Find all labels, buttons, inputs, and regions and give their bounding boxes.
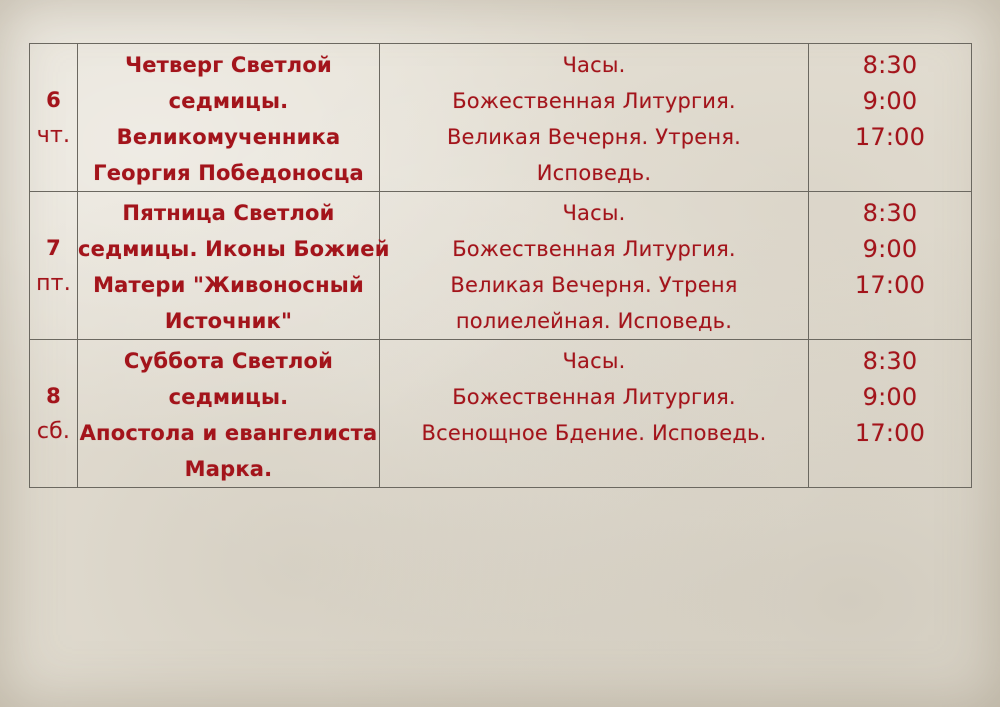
- feast-title-line: Матери "Живоносный: [93, 273, 364, 297]
- feast-title-line: Марка.: [184, 457, 273, 481]
- feast-title-line: Источник": [164, 309, 293, 333]
- service-time: 9:00: [862, 87, 918, 115]
- service-line: Божественная Литургия.: [452, 237, 736, 261]
- table-row: [30, 192, 972, 340]
- service-line: Часы.: [562, 53, 626, 77]
- day-number: 7: [46, 235, 61, 260]
- service-line: Божественная Литургия.: [452, 385, 736, 409]
- service-time: 17:00: [854, 419, 926, 447]
- service-line: полиелейная. Исповедь.: [455, 309, 733, 333]
- table-row: [30, 340, 972, 488]
- service-line: Исповедь.: [536, 161, 652, 185]
- feast-title-line: седмицы.: [168, 385, 289, 409]
- day-number: 8: [46, 383, 61, 408]
- service-time: 8:30: [862, 347, 918, 375]
- feast-title-cell: [78, 340, 380, 488]
- service-line: Великая Вечерня. Утреня.: [446, 125, 742, 149]
- feast-title-cell: [78, 44, 380, 192]
- service-line: Божественная Литургия.: [452, 89, 736, 113]
- services-cell: [380, 340, 809, 488]
- times-cell: [809, 192, 972, 340]
- feast-title-line: Георгия Победоносца: [93, 161, 364, 185]
- feast-title-line: Апостола и евангелиста: [79, 421, 378, 445]
- day-abbreviation: сб.: [36, 418, 71, 444]
- day-abbreviation: пт.: [36, 270, 71, 296]
- service-time: 17:00: [854, 123, 926, 151]
- day-cell: [30, 340, 78, 488]
- service-time: 9:00: [862, 383, 918, 411]
- day-cell: [30, 44, 78, 192]
- day-abbreviation: чт.: [36, 122, 71, 148]
- service-line: Часы.: [562, 201, 626, 225]
- services-cell: [380, 192, 809, 340]
- service-line: Часы.: [562, 349, 626, 373]
- services-cell: [380, 44, 809, 192]
- feast-title-line: Великомученника: [116, 125, 341, 149]
- feast-title-line: Четверг Светлой: [125, 53, 332, 77]
- table-row: [30, 44, 972, 192]
- times-cell: [809, 44, 972, 192]
- service-time: 9:00: [862, 235, 918, 263]
- day-number: 6: [46, 87, 61, 112]
- feast-title-line: Пятница Светлой: [122, 201, 335, 225]
- feast-title-line: седмицы.: [168, 89, 289, 113]
- service-line: Великая Вечерня. Утреня: [450, 273, 738, 297]
- schedule-table: [29, 43, 972, 488]
- service-time: 17:00: [854, 271, 926, 299]
- feast-title-cell: [78, 192, 390, 340]
- feast-title-line: Суббота Светлой: [123, 349, 334, 373]
- service-line: Всенощное Бдение. Исповедь.: [421, 421, 767, 445]
- feast-title-line: седмицы. Иконы Божией: [78, 237, 390, 261]
- service-time: 8:30: [862, 51, 918, 79]
- times-cell: [809, 340, 972, 488]
- service-time: 8:30: [862, 199, 918, 227]
- day-cell: [30, 192, 78, 340]
